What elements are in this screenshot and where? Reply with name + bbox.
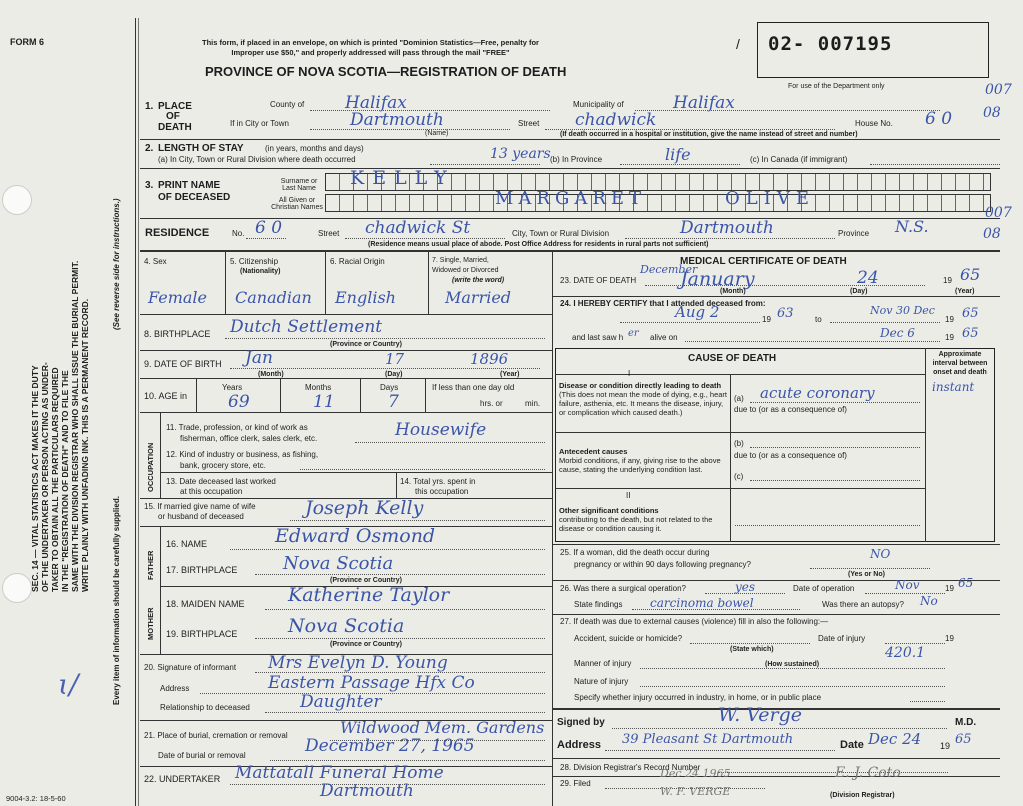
municipality-value: Halifax: [673, 93, 735, 113]
age-years-value: 69: [228, 392, 250, 412]
medical-certificate-header: MEDICAL CERTIFICATE OF DEATH: [680, 256, 847, 267]
registration-number-box: [757, 22, 989, 78]
occupation-value: Housewife: [395, 420, 487, 440]
marital-status-value: Married: [445, 288, 512, 307]
last-seen-value: Dec 6: [880, 326, 915, 340]
mailing-notice: This form, if placed in an envelope, on which is printed "Dominion Statistics—Free, penalty for Improper use $50," and properly addressed will pass through the mail "FREE": [202, 38, 539, 57]
city-value: Dartmouth: [350, 110, 444, 130]
injury-code: 420.1: [885, 645, 926, 661]
informant-address: Eastern Passage Hfx Co: [268, 673, 475, 693]
street-value: chadwick: [575, 110, 657, 130]
undertaker-city-value: Dartmouth: [320, 781, 414, 801]
sidebar-instructions: SEC. 14 — VITAL STATISTICS ACT MAKES IT THE DUTY OF THE UNDERTAKER OR PERSON ACTING AS UNDER- TAKER TO OBTAIN ALL THE PARTICULARS REQUIRED IN THE "REGISTRATION OF DEATH" AND TO FILE THE SAME WITH THE DIVISION REGISTRAR WHO SHALL ISSUE THE BURIAL PERMIT. WRITE PLAINLY WITH UNFADING INK. THIS IS A PERMANENT RECORD.: [30, 260, 90, 592]
burial-date-value: December 27, 1965: [305, 736, 475, 756]
place-code-2: 08: [983, 105, 1001, 121]
residence-province-value: N.S.: [895, 217, 929, 236]
dob-year-value: 1896: [470, 350, 509, 368]
check-mark-icon: /: [736, 36, 740, 52]
department-use-label: For use of the Department only: [788, 83, 885, 90]
father-birthplace-value: Nova Scotia: [283, 553, 394, 574]
operation-date-value: Nov: [895, 578, 920, 592]
residence-city-value: Dartmouth: [680, 218, 774, 238]
filed-by-name: W. F. VERGE: [660, 785, 731, 798]
dob-month-value: Jan: [245, 348, 273, 368]
last-seen-year: 65: [962, 326, 979, 341]
undertaker-value: Mattatall Funeral Home: [235, 763, 444, 783]
residence-street-value: chadwick St: [365, 218, 471, 238]
county-value: Halifax: [345, 93, 407, 113]
attended-to-value: Nov 30 Dec: [870, 304, 935, 317]
death-year-value: 65: [960, 265, 981, 284]
margin-mark: ɩ/: [58, 668, 79, 701]
informant-signature: Mrs Evelyn D. Young: [268, 653, 448, 673]
sidebar-supply-note: Every item of information should be carefully supplied.: [112, 496, 121, 705]
attended-from-value: Aug 2: [675, 303, 720, 321]
stay-province-value: life: [665, 145, 691, 164]
father-name-value: Edward Osmond: [275, 525, 436, 547]
given-name-1-value: MARGARET: [495, 188, 647, 209]
residence-code-2: 08: [983, 226, 1001, 242]
findings-value: carcinoma bowel: [650, 596, 754, 610]
racial-origin-value: English: [335, 288, 396, 307]
sidebar-reverse-note: (See reverse side for instructions.): [112, 198, 121, 330]
binding-hole-bottom: [2, 573, 32, 603]
death-month-value: January: [680, 268, 755, 290]
given-name-boxes: [325, 194, 991, 212]
binding-hole-top: [2, 185, 32, 215]
registrar-signature: E. J. Coto: [835, 765, 901, 781]
surname-value: KELLY: [350, 167, 455, 189]
citizenship-value: Canadian: [235, 288, 312, 307]
filed-date-value: Dec 24 1965: [660, 767, 731, 780]
form-number: FORM 6: [10, 37, 45, 47]
attended-from-year: 63: [777, 306, 794, 321]
signed-year-value: 65: [955, 732, 972, 747]
informant-relationship: Daughter: [300, 692, 382, 712]
margin-rule: [135, 18, 136, 806]
residence-number-value: 6 0: [255, 218, 283, 238]
cause-a-interval: instant: [932, 380, 975, 394]
attended-to-year: 65: [962, 306, 979, 321]
form-code: 9004-3.2: 18-5-60: [6, 794, 66, 803]
death-day-value: 24: [857, 268, 879, 288]
surgery-value: yes: [735, 580, 756, 594]
sex-value: Female: [148, 288, 207, 307]
father-side-label: FATHER: [146, 550, 155, 580]
mother-maiden-name-value: Katherine Taylor: [288, 584, 450, 606]
given-name-2-value: OLIVE: [725, 188, 815, 209]
dob-day-value: 17: [385, 350, 405, 368]
burial-place-value: Wildwood Mem. Gardens: [340, 718, 545, 737]
occupation-side-label: OCCUPATION: [146, 442, 155, 492]
mother-side-label: MOTHER: [146, 607, 155, 640]
stay-city-value: 13 years: [490, 146, 551, 162]
house-number-value: 6 0: [925, 109, 953, 129]
autopsy-value: No: [920, 594, 938, 608]
place-code-1: 007: [985, 82, 1012, 98]
signed-date-value: Dec 24: [868, 730, 922, 748]
pregnancy-value: NO: [870, 547, 891, 561]
page-title: PROVINCE OF NOVA SCOTIA—REGISTRATION OF DEATH: [205, 64, 567, 79]
cause-a-value: acute coronary: [760, 384, 875, 402]
column-divider: [552, 252, 553, 806]
birthplace-value: Dutch Settlement: [230, 317, 383, 337]
physician-signature: W. Verge: [718, 704, 802, 726]
residence-code-1: 007: [985, 205, 1012, 221]
death-month-alt-value: December: [640, 263, 698, 276]
physician-address: 39 Pleasant St Dartmouth: [622, 732, 794, 747]
place-num: 1.: [145, 101, 154, 112]
age-months-value: 11: [313, 392, 335, 412]
operation-year-value: 65: [958, 576, 974, 590]
spouse-value: Joseph Kelly: [305, 497, 424, 519]
age-days-value: 7: [388, 392, 399, 412]
registration-number: 02- 007195: [768, 33, 893, 55]
mother-birthplace-value: Nova Scotia: [288, 615, 405, 637]
